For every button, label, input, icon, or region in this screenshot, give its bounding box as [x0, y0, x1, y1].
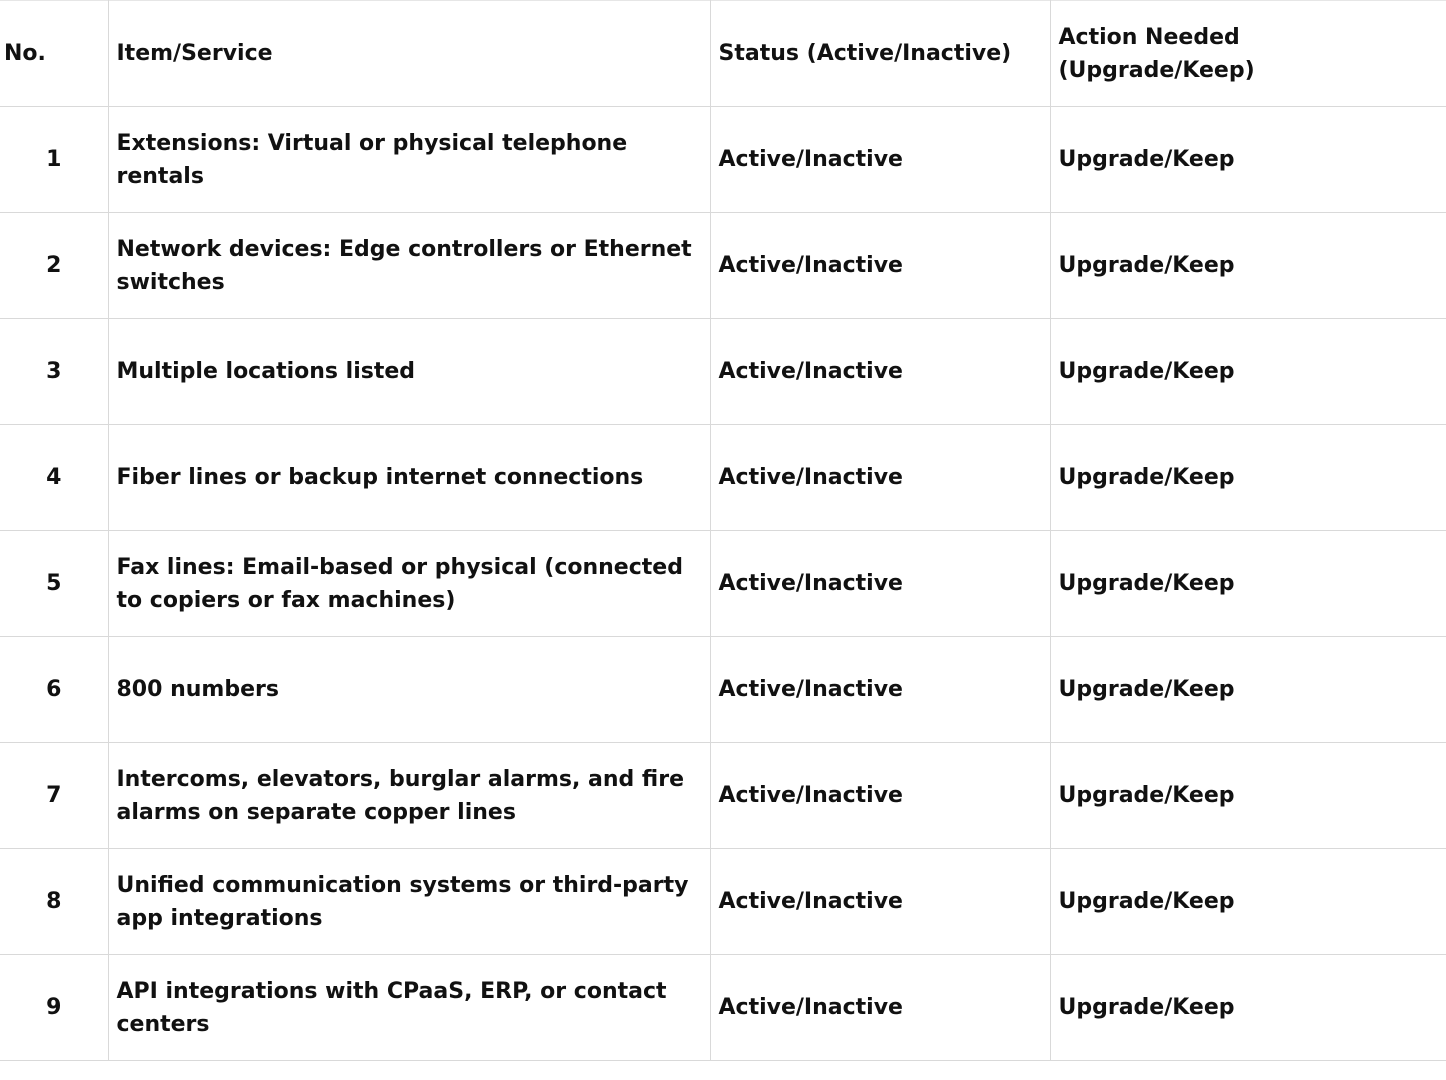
row-item: Multiple locations listed	[108, 319, 710, 425]
table-row	[0, 213, 1446, 319]
header-row	[0, 1, 1446, 107]
row-action: Upgrade/Keep	[1050, 107, 1446, 213]
row-status: Active/Inactive	[710, 425, 1050, 531]
header-action: Action Needed (Upgrade/Keep)	[1050, 1, 1446, 107]
table-row	[0, 531, 1446, 637]
row-status: Active/Inactive	[710, 319, 1050, 425]
row-number: 1	[0, 107, 108, 213]
row-action: Upgrade/Keep	[1050, 743, 1446, 849]
row-action: Upgrade/Keep	[1050, 849, 1446, 955]
row-item: Extensions: Virtual or physical telephone rentals	[108, 107, 710, 213]
row-status: Active/Inactive	[710, 637, 1050, 743]
header-no: No.	[0, 1, 108, 107]
row-status: Active/Inactive	[710, 955, 1050, 1061]
table-row	[0, 743, 1446, 849]
row-number: 9	[0, 955, 108, 1061]
row-status: Active/Inactive	[710, 213, 1050, 319]
row-item: Unified communication systems or third-party app integrations	[108, 849, 710, 955]
row-number: 2	[0, 213, 108, 319]
row-action: Upgrade/Keep	[1050, 637, 1446, 743]
row-item: Intercoms, elevators, burglar alarms, and fire alarms on separate copper lines	[108, 743, 710, 849]
row-status: Active/Inactive	[710, 849, 1050, 955]
row-status: Active/Inactive	[710, 743, 1050, 849]
header-status: Status (Active/Inactive)	[710, 1, 1050, 107]
row-number: 3	[0, 319, 108, 425]
table-row	[0, 849, 1446, 955]
row-number: 4	[0, 425, 108, 531]
row-action: Upgrade/Keep	[1050, 955, 1446, 1061]
row-status: Active/Inactive	[710, 531, 1050, 637]
row-action: Upgrade/Keep	[1050, 213, 1446, 319]
row-number: 8	[0, 849, 108, 955]
row-number: 7	[0, 743, 108, 849]
row-action: Upgrade/Keep	[1050, 319, 1446, 425]
header-item: Item/Service	[108, 1, 710, 107]
row-item: Fiber lines or backup internet connections	[108, 425, 710, 531]
row-action: Upgrade/Keep	[1050, 425, 1446, 531]
row-status: Active/Inactive	[710, 107, 1050, 213]
table-row	[0, 319, 1446, 425]
table-row	[0, 425, 1446, 531]
row-item: 800 numbers	[108, 637, 710, 743]
row-item: Network devices: Edge controllers or Ethernet switches	[108, 213, 710, 319]
table-row	[0, 955, 1446, 1061]
row-item: Fax lines: Email-based or physical (connected to copiers or fax machines)	[108, 531, 710, 637]
table-row	[0, 637, 1446, 743]
row-item: API integrations with CPaaS, ERP, or contact centers	[108, 955, 710, 1061]
row-number: 6	[0, 637, 108, 743]
table-row	[0, 107, 1446, 213]
row-action: Upgrade/Keep	[1050, 531, 1446, 637]
row-number: 5	[0, 531, 108, 637]
